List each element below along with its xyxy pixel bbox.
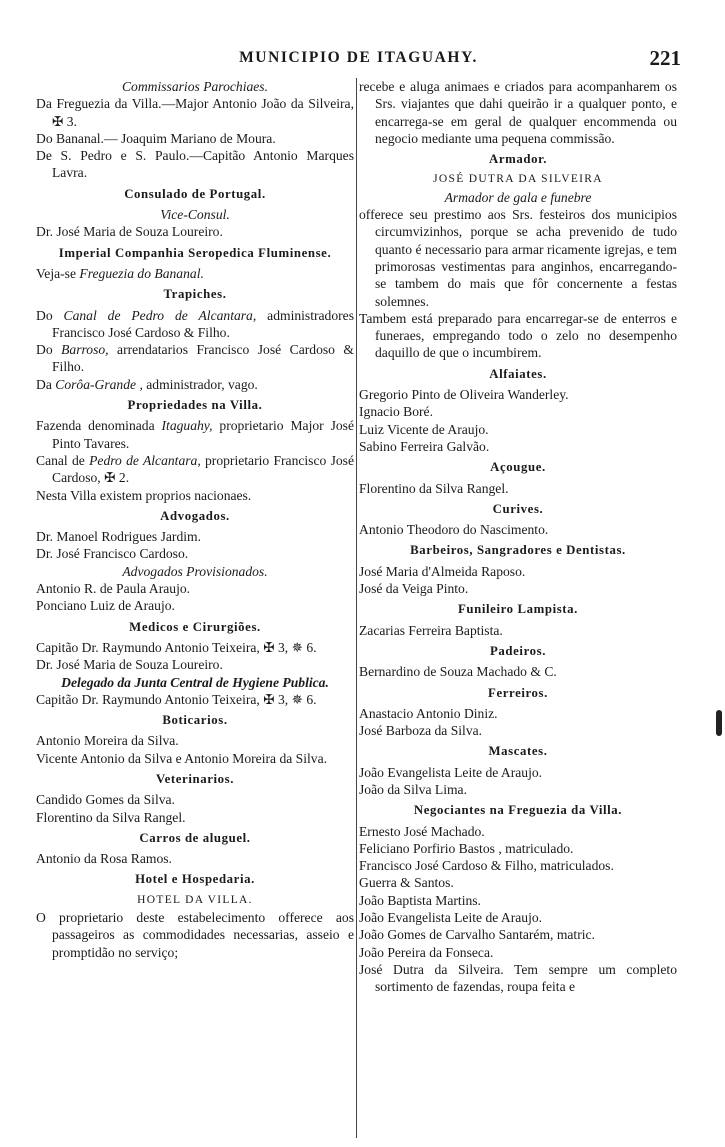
list-item <box>36 307 354 342</box>
list-item: Florentino da Silva Rangel. <box>359 480 509 496</box>
list-item: José Dutra da Silveira. Tem sempre um completo sortimento de fazendas, roupa feita e <box>359 961 677 995</box>
list-item: João Baptista Martins. <box>359 892 481 908</box>
list-item: Capitão Dr. Raymundo Antonio Teixeira, ✠ 3, ✵ 6. <box>36 639 317 655</box>
list-item: Dr. José Francisco Cardoso. <box>36 546 189 562</box>
list-item <box>36 265 354 282</box>
list-item: João Evangelista Leite de Araujo. <box>359 910 543 926</box>
italic-run: Freguezia do Bananal. <box>79 265 204 281</box>
list-item: Francisco José Cardoso & Filho, matriculados. <box>359 858 614 874</box>
italic-run: Itaguahy, <box>161 418 213 434</box>
text-run: administrador, vago. <box>142 376 258 392</box>
italic-run: Canal de Pedro de Alcantara, <box>63 307 257 323</box>
list-item: Dr. Manoel Rodrigues Jardim. <box>36 529 201 545</box>
list-item: Candido Gomes da Silva. <box>36 792 175 808</box>
list-item: De S. Pedro e S. Paulo.—Capitão Antonio Marques Lavra. <box>36 148 354 181</box>
business-description: Tambem está preparado para encarregar-se de enterros e funeraes, empregando todo o zelo no desempenho daquillo de que o incumbirem. <box>359 310 677 361</box>
text-run: proprietario Francisco José Cardoso, ✠ 2. <box>52 452 354 486</box>
list-item: Antonio Theodoro do Nascimento. <box>359 522 549 538</box>
list-item: Feliciano Porfirio Bastos , matriculado. <box>359 840 574 856</box>
list-item <box>36 417 354 452</box>
list-item: Zacarias Ferreira Baptista. <box>359 622 503 638</box>
section-heading: Medicos e Cirurgiões. <box>129 619 261 634</box>
section-heading: Imperial Companhia Seropedica Fluminense. <box>58 245 332 260</box>
list-item: José Maria d'Almeida Raposo. <box>359 563 526 579</box>
list-item <box>36 341 354 376</box>
business-name: JOSÉ DUTRA DA SILVEIRA <box>433 173 603 186</box>
section-heading: Hotel e Hospedaria. <box>135 872 255 887</box>
section-heading: Consulado de Portugal. <box>124 186 266 201</box>
section-heading: Ferreiros. <box>488 685 548 700</box>
text-run: Fazenda denominada <box>36 418 162 434</box>
list-item: Antonio R. de Paula Araujo. <box>36 581 191 597</box>
section-heading: Armador. <box>489 152 547 167</box>
list-item: Dr. José Maria de Souza Loureiro. <box>36 657 223 673</box>
list-item: Ignacio Boré. <box>359 404 433 420</box>
list-item <box>36 452 354 487</box>
list-item <box>36 376 354 393</box>
text-run: administradores Francisco José Cardoso & Filho. <box>52 307 354 340</box>
text-run: proprietario Major José Pinto Tavares. <box>52 418 354 451</box>
list-item: Do Bananal.— Joaquim Mariano de Moura. <box>36 130 276 146</box>
list-item: João Evangelista Leite de Araujo. <box>359 764 543 780</box>
list-item: Antonio Moreira da Silva. <box>36 733 179 749</box>
list-item: Sabino Ferreira Galvão. <box>359 438 490 454</box>
business-name: HOTEL DA VILLA. <box>137 893 253 906</box>
list-item: Vicente Antonio da Silva e Antonio Moreira da Silva. <box>36 750 328 766</box>
left-column <box>36 78 354 961</box>
text-run: Veja-se <box>36 265 80 281</box>
list-item: Dr. José Maria de Souza Loureiro. <box>36 224 223 240</box>
section-heading: Açougue. <box>490 460 546 475</box>
business-description: O proprietario deste estabelecimento offerece aos passageiros as commodidades necessarias, asseio e promptidão no serviço; <box>36 910 354 960</box>
text-run: Do <box>36 307 64 323</box>
section-subheading: Delegado da Junta Central de Hygiene Publica. <box>61 674 329 690</box>
list-item: Bernardino de Souza Machado & C. <box>359 664 557 680</box>
section-heading: Trapiches. <box>163 287 227 302</box>
running-header <box>36 46 681 70</box>
section-heading: Padeiros. <box>490 643 546 658</box>
text-run: Nesta Villa existem proprios nacionaes. <box>36 487 252 503</box>
list-item: João Pereira da Fonseca. <box>359 944 494 960</box>
list-item: Capitão Dr. Raymundo Antonio Teixeira, ✠ 3, ✵ 6. <box>36 691 317 707</box>
italic-run: Barroso, <box>61 342 109 358</box>
section-heading: Veterinarios. <box>155 771 235 786</box>
business-description: offerece seu prestimo aos Srs. festeiros dos municipios circumvizinhos, porque se acha prevenido de tudo quanto é necessario para armar ricamente igrejas, e tem primorosas vestimentas para anginhos, encarregando-se tambem do mais que fôr concernente a festas solemnes. <box>359 207 677 309</box>
list-item: Ernesto José Machado. <box>359 823 485 839</box>
section-subheading: Armador de gala e funebre <box>444 189 592 205</box>
list-item: João Gomes de Carvalho Santarém, matric. <box>359 927 595 943</box>
list-item: José da Veiga Pinto. <box>359 581 469 597</box>
text-run: arrendatarios Francisco José Cardoso & Filho. <box>52 342 354 375</box>
list-item: Ponciano Luiz de Araujo. <box>36 598 175 614</box>
section-heading: Advogados. <box>160 508 230 523</box>
margin-blot <box>716 710 722 736</box>
list-item: Guerra & Santos. <box>359 875 454 891</box>
section-heading: Propriedades na Villa. <box>127 398 263 413</box>
section-heading: Alfaiates. <box>489 366 547 381</box>
list-item <box>36 487 354 504</box>
running-title: MUNICIPIO DE ITAGUAHY. <box>239 49 478 66</box>
section-heading: Negociantes na Freguezia da Villa. <box>413 803 623 818</box>
section-subheading: Vice-Consul. <box>160 207 230 223</box>
list-item: Anastacio Antonio Diniz. <box>359 705 498 721</box>
page-number: 221 <box>649 46 681 70</box>
list-item: Da Freguezia da Villa.—Major Antonio João da Silveira, ✠ 3. <box>36 96 354 129</box>
list-item: Gregorio Pinto de Oliveira Wanderley. <box>359 387 569 403</box>
section-heading: Commissarios Parochiaes. <box>121 79 268 94</box>
list-item: José Barboza da Silva. <box>359 723 483 739</box>
section-heading: Curives. <box>492 501 544 516</box>
continued-paragraph: recebe e aluga animaes e criados para acompanharem os Srs. viajantes que dahi queirão ir a qualquer ponto, e encarrega-se em geral de qualquer encommenda ou negocio mediante uma pequena commissão. <box>359 79 677 146</box>
italic-run: Corôa-Grande , <box>55 376 143 392</box>
right-column <box>359 78 677 996</box>
section-heading: Barbeiros, Sangradores e Dentistas. <box>410 543 626 558</box>
section-heading: Funileiro Lampista. <box>458 602 578 617</box>
column-divider <box>356 78 357 1138</box>
italic-run: Pedro de Alcantara, <box>89 452 201 468</box>
list-item: Florentino da Silva Rangel. <box>36 809 186 825</box>
section-heading: Mascates. <box>488 744 548 759</box>
list-item: Antonio da Rosa Ramos. <box>36 851 172 867</box>
section-heading: Carros de aluguel. <box>139 830 251 845</box>
text-run: Do <box>36 342 62 358</box>
section-subheading: Advogados Provisionados. <box>122 563 268 579</box>
text-run: Canal de <box>36 452 90 468</box>
list-item: Luiz Vicente de Araujo. <box>359 421 489 437</box>
list-item: João da Silva Lima. <box>359 781 467 797</box>
text-run: Da <box>36 376 56 392</box>
section-heading: Boticarios. <box>162 713 228 728</box>
